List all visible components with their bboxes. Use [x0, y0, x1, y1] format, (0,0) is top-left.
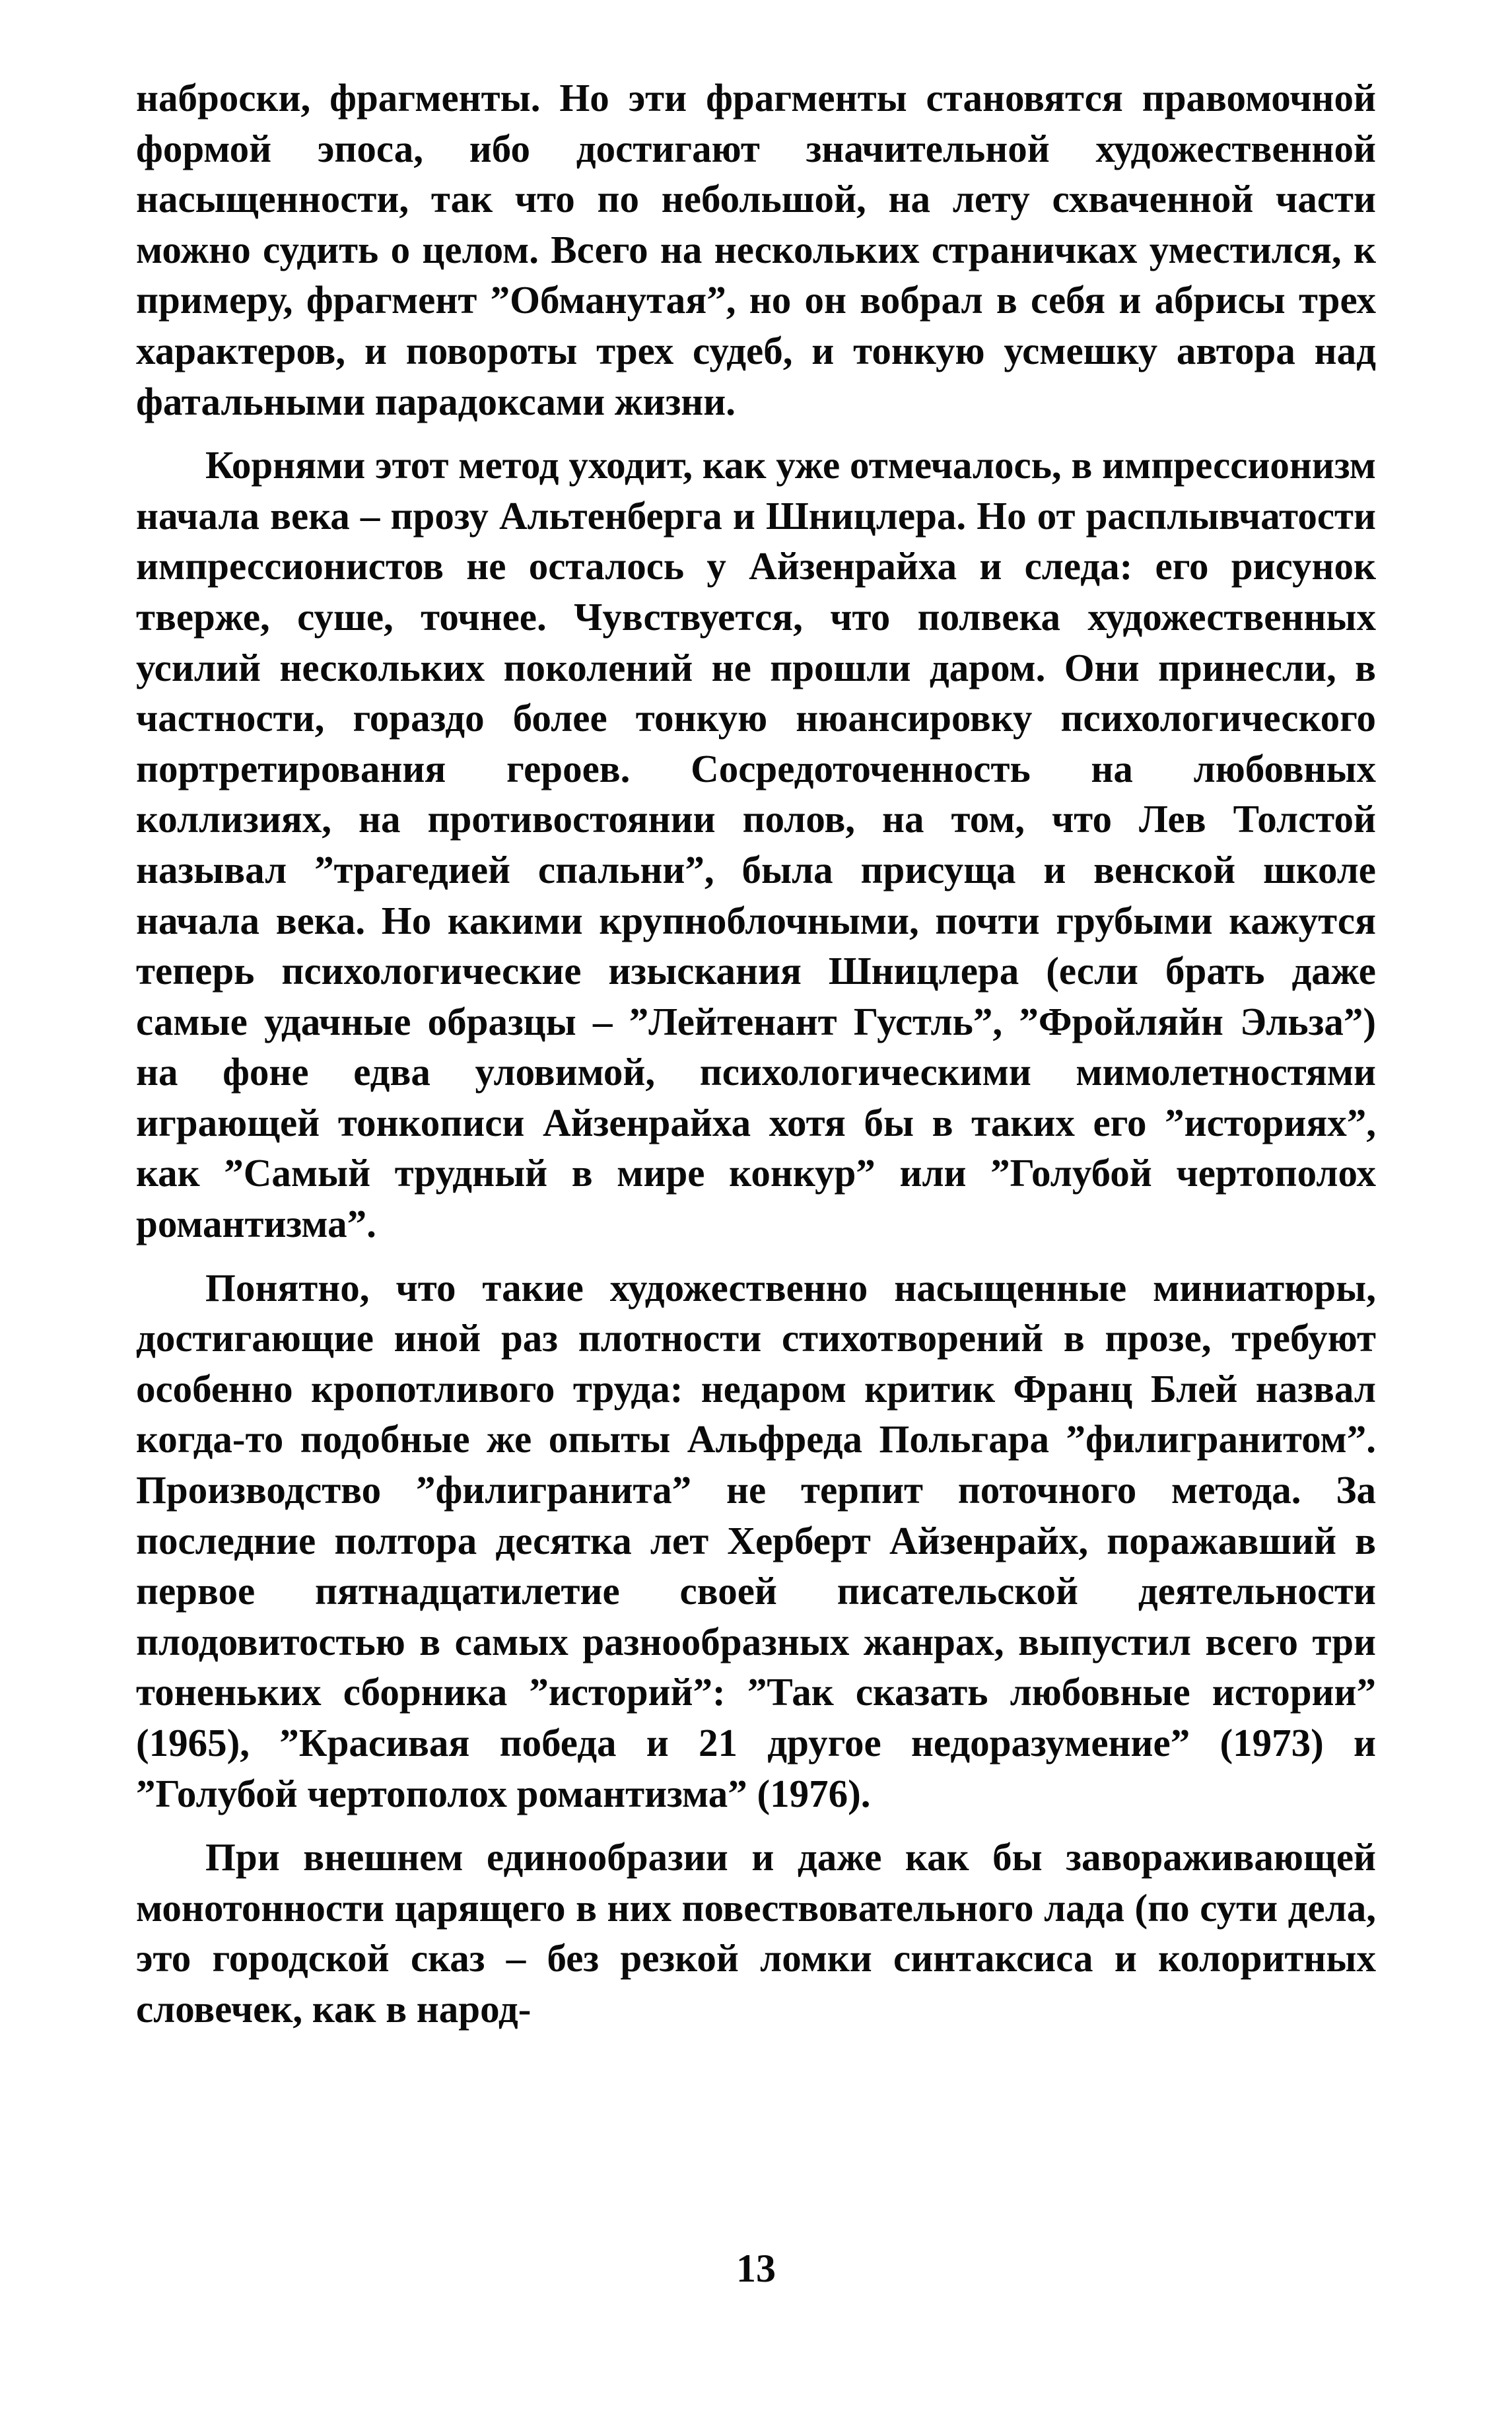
- book-page: [136, 73, 1376, 2344]
- paragraph-1: наброски, фрагменты. Но эти фрагменты становятся правомочной формой эпоса, ибо достигают значительной художественной насыщенности, так что по небольшой, на лету схваченной части можно судить о целом. Всего на нескольких страничках уместился, к примеру, фрагмент ”Обманутая”, но он вобрал в себя и абрисы трех характеров, и повороты трех судеб, и тонкую усмешку автора над фатальными парадоксами жизни.: [136, 76, 1376, 423]
- paragraph-4: При внешнем единообразии и даже как бы завораживающей монотонности царящего в них повествовательного лада (по сути дела, это городской сказ – без резкой ломки синтаксиса и колоритных словечек, как в народ-: [136, 1835, 1376, 2031]
- paragraph-3: Понятно, что такие художественно насыщенные миниатюры, достигающие иной раз плотности стихотворений в прозе, требуют особенно кропотливого труда: недаром критик Франц Блей назвал когда-то подобные же опыты Альфреда Польгара ”филигранитом”. Производство ”филигранита” не терпит поточного метода. За последние полтора десятка лет Херберт Айзенрайх, поражавший в первое пятнадцатилетие своей писательской деятельности плодовитостью в самых разнообразных жанрах, выпустил всего три тоненьких сборника ”историй”: ”Так сказать любовные истории” (1965), ”Красивая победа и 21 другое недоразумение” (1973) и ”Голубой чертополох романтизма” (1976).: [136, 1265, 1376, 1815]
- page-number: 13: [736, 2247, 776, 2290]
- page-text-body: [136, 73, 1376, 2035]
- paragraph-2: Корнями этот метод уходит, как уже отмечалось, в импрессионизм начала века – прозу Альтенберга и Шницлера. Но от расплывчатости импрессионистов не осталось у Айзенрайха и следа: его рисунок тверже, суше, точнее. Чувствуется, что полвека художественных усилий нескольких поколений не прошли даром. Они принесли, в частности, гораздо более тонкую нюансировку психологического портретирования героев. Сосредоточенность на любовных коллизиях, на противостоянии полов, на том, что Лев Толстой называл ”трагедией спальни”, была присуща и венской школе начала века. Но какими крупноблочными, почти грубыми кажутся теперь психологические изыскания Шницлера (если брать даже самые удачные образцы – ”Лейтенант Густль”, ”Фройляйн Эльза”) на фоне едва уловимой, психологическими мимолетностями играющей тонкописи Айзенрайха хотя бы в таких его ”историях”, как ”Самый трудный в мире конкур” или ”Голубой чертополох романтизма”.: [136, 443, 1376, 1246]
